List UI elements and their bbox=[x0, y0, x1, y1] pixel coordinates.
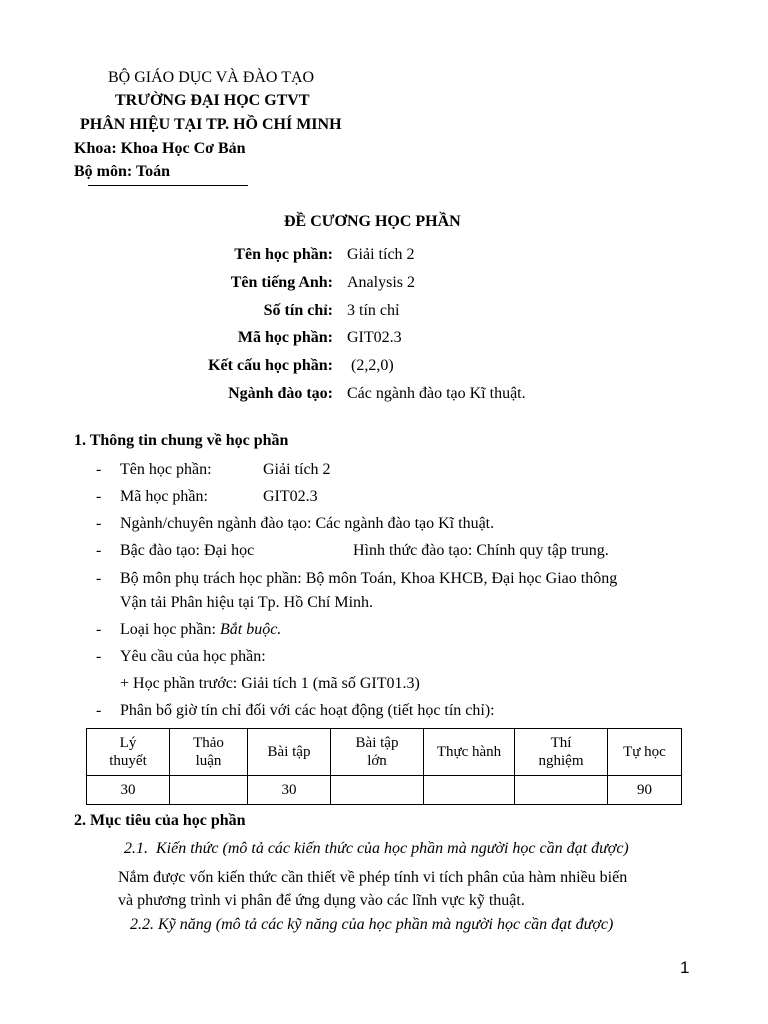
table-cell: 30 bbox=[248, 776, 331, 805]
course-type-label: Loại học phần: bbox=[120, 621, 220, 638]
table-header-cell: Tự học bbox=[608, 729, 682, 776]
course-name-item-value: Giải tích 2 bbox=[263, 461, 331, 478]
credits-value: 3 tín chỉ bbox=[347, 302, 400, 319]
table-row bbox=[87, 776, 682, 805]
bullet-dash: - bbox=[96, 461, 102, 478]
credit-hours-table bbox=[86, 728, 682, 805]
knowledge-subheading: 2.1. Kiến thức (mô tả các kiến thức của học phần mà người học cần đạt được) bbox=[124, 840, 629, 857]
department-item-line2: Vận tải Phân hiệu tại Tp. Hồ Chí Minh. bbox=[120, 594, 374, 611]
knowledge-paragraph-line2: và phương trình vi phân để ứng dụng vào các lĩnh vực kỹ thuật. bbox=[118, 892, 525, 909]
program-value: Các ngành đào tạo Kĩ thuật. bbox=[347, 385, 526, 402]
department-name: Bộ môn: Toán bbox=[74, 163, 171, 180]
english-name-label: Tên tiếng Anh: bbox=[230, 274, 333, 291]
table-cell bbox=[331, 776, 424, 805]
table-header-cell: Thực hành bbox=[424, 729, 515, 776]
allocation-item: Phân bổ giờ tín chỉ đối với các hoạt động (tiết học tín chỉ): bbox=[120, 702, 495, 719]
course-name-item-label: Tên học phần: bbox=[120, 461, 212, 478]
section-1-heading: 1. Thông tin chung về học phần bbox=[74, 432, 289, 449]
course-code-item-value: GIT02.3 bbox=[263, 488, 318, 505]
table-cell bbox=[170, 776, 248, 805]
structure-value: (2,2,0) bbox=[347, 357, 394, 374]
department-item-line1: Bộ môn phụ trách học phần: Bộ môn Toán, Khoa KHCB, Đại học Giao thông bbox=[120, 570, 618, 587]
structure-label: Kết cấu học phần: bbox=[208, 357, 333, 374]
english-name-value: Analysis 2 bbox=[347, 274, 415, 291]
table-cell: 90 bbox=[608, 776, 682, 805]
bullet-dash: - bbox=[96, 542, 102, 559]
course-type-value: Bắt buộc. bbox=[219, 621, 282, 638]
table-header-cell: Bài tập lớn bbox=[331, 729, 424, 776]
course-code-item-label: Mã học phần: bbox=[120, 488, 208, 505]
table-header-row bbox=[87, 729, 682, 776]
ministry-name: BỘ GIÁO DỤC VÀ ĐÀO TẠO bbox=[108, 69, 315, 86]
course-code-label: Mã học phần: bbox=[237, 329, 333, 346]
bullet-dash: - bbox=[96, 621, 102, 638]
program-label: Ngành đào tạo: bbox=[228, 385, 333, 402]
level-item: Bậc đào tạo: Đại học bbox=[120, 542, 255, 559]
page-number: 1 bbox=[680, 958, 690, 977]
header-underline bbox=[88, 185, 248, 186]
bullet-dash: - bbox=[96, 488, 102, 505]
credits-label: Số tín chỉ: bbox=[263, 302, 333, 319]
document-title: ĐỀ CƯƠNG HỌC PHẦN bbox=[284, 213, 461, 230]
course-type-item bbox=[120, 621, 281, 639]
course-name-value: Giải tích 2 bbox=[347, 246, 415, 263]
table-cell bbox=[424, 776, 515, 805]
bullet-dash: - bbox=[96, 648, 102, 665]
table-header-cell: Lý thuyết bbox=[87, 729, 170, 776]
table-cell bbox=[515, 776, 608, 805]
requirements-item: Yêu cầu của học phần: bbox=[120, 648, 266, 665]
knowledge-paragraph-line1: Nắm được vốn kiến thức cần thiết về phép tính vi tích phân của hàm nhiều biến bbox=[118, 869, 628, 886]
skills-subheading: 2.2. Kỹ năng (mô tả các kỹ năng của học phần mà người học cần đạt được) bbox=[130, 916, 614, 933]
branch-name: PHÂN HIỆU TẠI TP. HỒ CHÍ MINH bbox=[80, 116, 342, 133]
table-header-cell: Thảo luận bbox=[170, 729, 248, 776]
bullet-dash: - bbox=[96, 702, 102, 719]
mode-item: Hình thức đào tạo: Chính quy tập trung. bbox=[353, 542, 609, 559]
table-cell: 30 bbox=[87, 776, 170, 805]
prerequisite-item: + Học phần trước: Giải tích 1 (mã số GIT01.3) bbox=[120, 675, 420, 692]
major-item: Ngành/chuyên ngành đào tạo: Các ngành đào tạo Kĩ thuật. bbox=[120, 515, 495, 532]
table-header-cell: Thí nghiệm bbox=[515, 729, 608, 776]
faculty-name: Khoa: Khoa Học Cơ Bản bbox=[74, 140, 246, 157]
table-header-cell: Bài tập bbox=[248, 729, 331, 776]
course-name-label: Tên học phần: bbox=[234, 246, 333, 263]
section-2-heading: 2. Mục tiêu của học phần bbox=[74, 812, 246, 829]
bullet-dash: - bbox=[96, 570, 102, 587]
university-name: TRƯỜNG ĐẠI HỌC GTVT bbox=[115, 92, 310, 109]
course-code-value: GIT02.3 bbox=[347, 329, 402, 346]
bullet-dash: - bbox=[96, 515, 102, 532]
